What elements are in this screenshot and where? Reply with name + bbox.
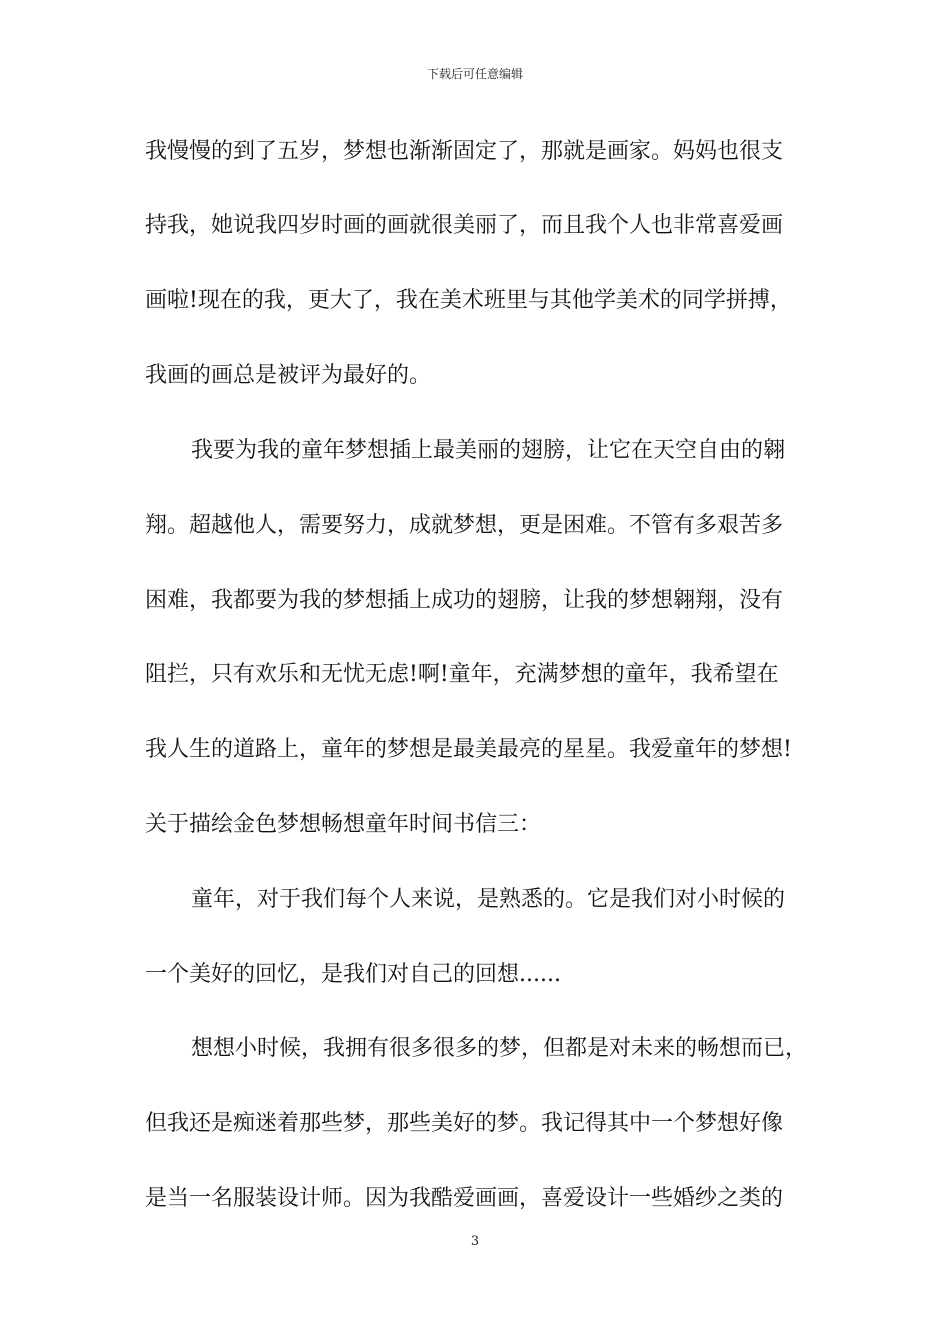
text-line: 但我还是痴迷着那些梦，那些美好的梦。我记得其中一个梦想好像 (145, 1111, 784, 1136)
text-line: 画啦!现在的我，更大了，我在美术班里与其他学美术的同学拼搏， (145, 288, 792, 313)
paragraph-first-line: 想想小时候，我拥有很多很多的梦，但都是对未来的畅想而已， (191, 1036, 808, 1061)
paragraph-first-line: 我要为我的童年梦想插上最美丽的翅膀，让它在天空自由的翱 (191, 438, 786, 463)
text-line: 我画的画总是被评为最好的。 (145, 363, 432, 388)
page-number: 3 (470, 1234, 480, 1249)
text-line: 阻拦，只有欢乐和无忧无虑!啊!童年，充满梦想的童年，我希望在 (145, 662, 779, 687)
text-line: 持我，她说我四岁时画的画就很美丽了，而且我个人也非常喜爱画 (145, 213, 784, 238)
text-line: 一个美好的回忆，是我们对自己的回想...... (145, 962, 561, 987)
paragraph-first-line: 童年，对于我们每个人来说，是熟悉的。它是我们对小时候的 (191, 887, 786, 912)
section-heading: 关于描绘金色梦想畅想童年时间书信三： (145, 812, 542, 837)
text-line: 我慢慢的到了五岁，梦想也渐渐固定了，那就是画家。妈妈也很支 (145, 139, 784, 164)
text-line: 是当一名服装设计师。因为我酷爱画画，喜爱设计一些婚纱之类的 (145, 1186, 784, 1211)
text-line: 我人生的道路上，童年的梦想是最美最亮的星星。我爱童年的梦想! (145, 737, 792, 762)
text-line: 翔。超越他人，需要努力，成就梦想，更是困难。不管有多艰苦多 (145, 513, 784, 538)
text-line: 困难，我都要为我的梦想插上成功的翅膀，让我的梦想翱翔，没有 (145, 588, 784, 613)
page-header: 下载后可任意编辑 (426, 67, 523, 81)
